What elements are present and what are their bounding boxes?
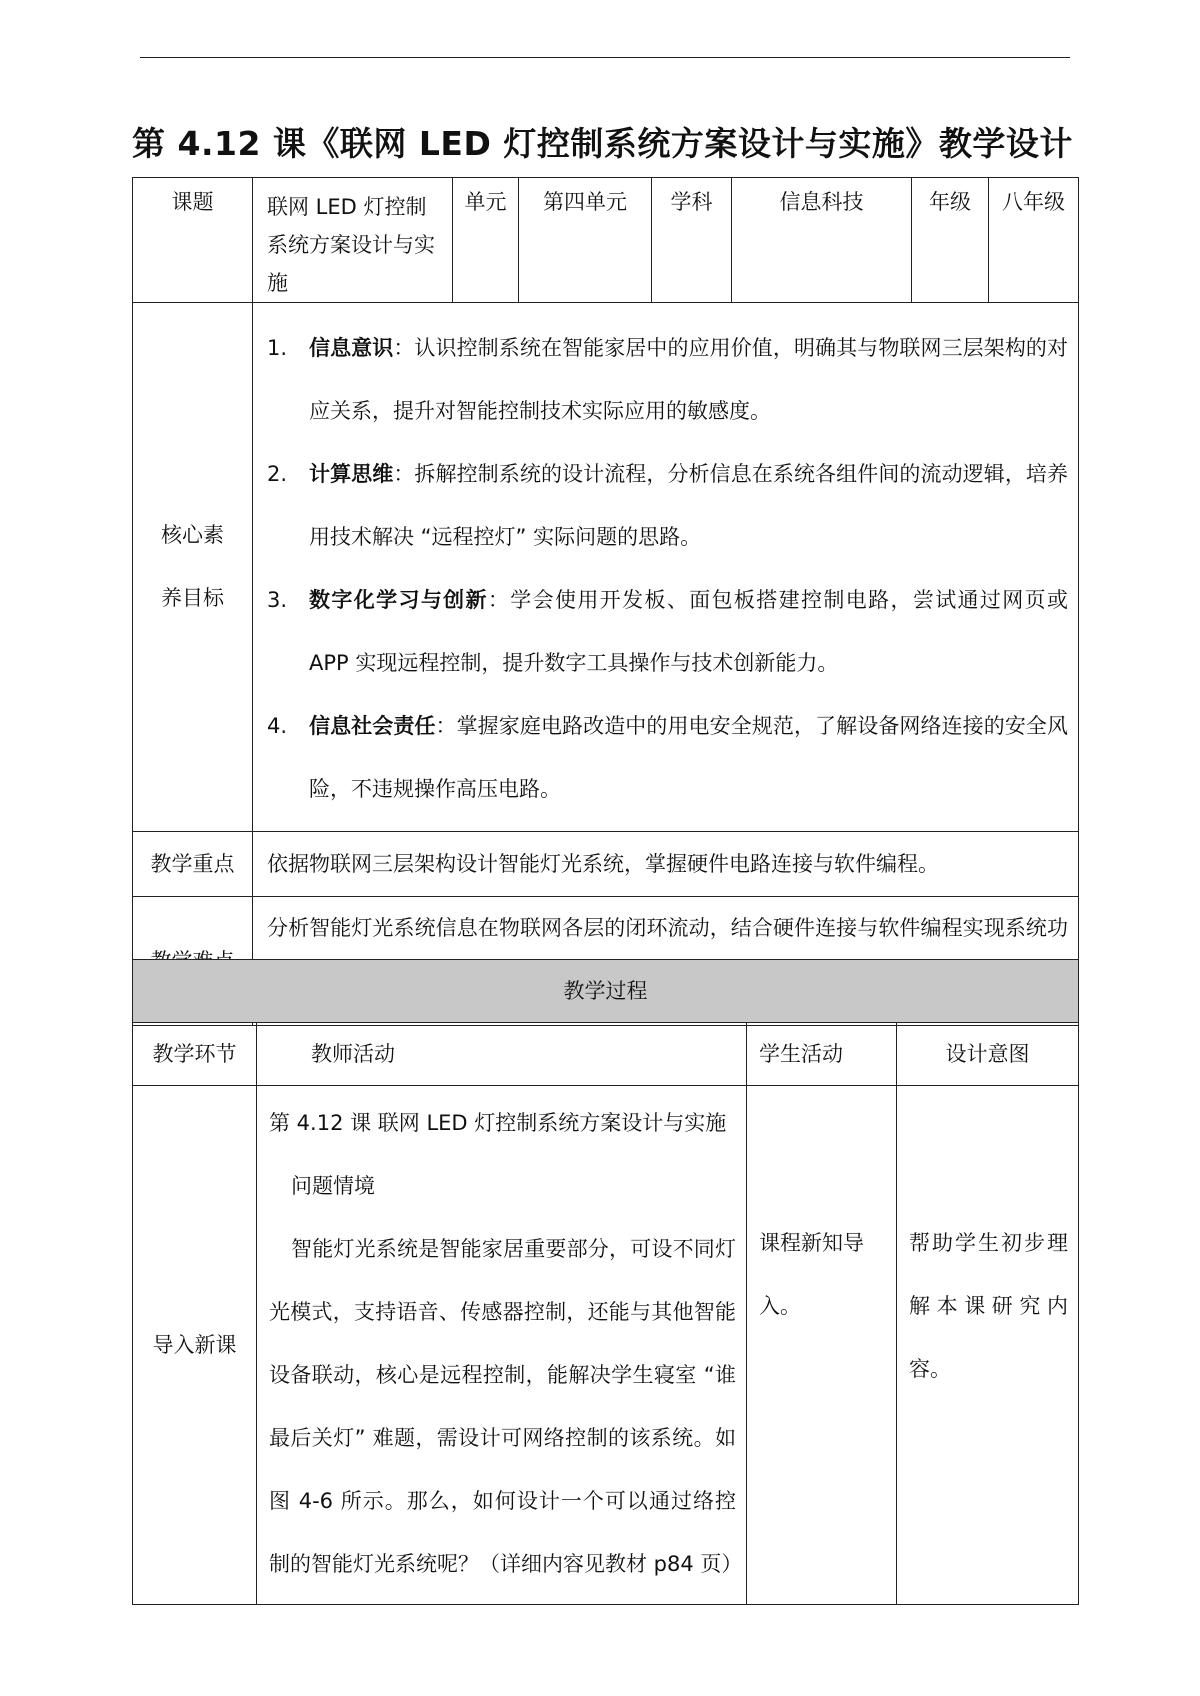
goal-title: 计算思维 [309, 462, 394, 486]
literacy-goals [253, 303, 1079, 832]
topic-label: 课题 [133, 178, 253, 303]
teacher-activity-cell [257, 1086, 747, 1605]
goal-item [267, 443, 1068, 569]
unit-value: 第四单元 [519, 178, 652, 303]
lesson-body: 智能灯光系统是智能家居重要部分，可设不同灯光模式，支持语音、传感器控制，还能与其他智能设备联动，核心是远程控制，能解决学生寝室 “谁最后关灯” 难题，需设计可网络控制的该系统。如图 4-6 所示。那么，如何设计一个可以通过络控制的智能灯光系统呢？（详细内容见教材 p84 页） [269, 1237, 743, 1576]
literacy-label [133, 303, 253, 832]
literacy-row [133, 303, 1079, 832]
document-title: 第 4.12 课《联网 LED 灯控制系统方案设计与实施》教学设计 [132, 124, 1073, 163]
lesson-subheading: 问题情境 [291, 1174, 375, 1198]
literacy-label-line2: 养目标 [161, 586, 224, 610]
literacy-label-line1: 核心素 [161, 523, 224, 547]
goal-item [267, 695, 1068, 821]
goal-text: ：掌握家庭电路改造中的用电安全规范，了解设备网络连接的安全风险，不违规操作高压电路。 [309, 714, 1068, 801]
goal-number: 1. [267, 336, 288, 360]
header-rule [140, 57, 1070, 58]
subject-value: 信息科技 [732, 178, 912, 303]
design-intent-cell: 帮助学生初步理解本课研究内容。 [897, 1086, 1079, 1605]
process-row [133, 1086, 1079, 1605]
key-point-label: 教学重点 [133, 832, 253, 897]
goal-title: 信息社会责任 [309, 714, 436, 738]
goal-item [267, 317, 1068, 443]
info-row [133, 178, 1079, 303]
difficulty-text: 分析智能灯光系统信息在物联网各层的闭环流动，结合硬件连接与软件编程实现系统功 [253, 897, 1079, 1026]
unit-label: 单元 [453, 178, 519, 303]
lesson-heading: 第 4.12 课 联网 LED 灯控制系统方案设计与实施 [269, 1111, 727, 1135]
student-header: 学生活动 [747, 1023, 897, 1086]
goal-item [267, 569, 1068, 695]
goal-title: 数字化学习与创新 [309, 588, 488, 612]
grade-label: 年级 [912, 178, 989, 303]
goal-text: ：认识控制系统在智能家居中的应用价值，明确其与物联网三层架构的对应关系，提升对智能控制技术实际应用的敏感度。 [309, 336, 1068, 423]
topic-value: 联网 LED 灯控制系统方案设计与实施 [253, 178, 453, 303]
stage-cell: 导入新课 [133, 1086, 257, 1605]
goal-number: 3. [267, 588, 288, 612]
subject-label: 学科 [652, 178, 732, 303]
process-header-row [133, 960, 1079, 1023]
teacher-header: 教师活动 [257, 1023, 747, 1086]
column-header-row [133, 1023, 1079, 1086]
key-point-row [133, 832, 1079, 897]
intent-header: 设计意图 [897, 1023, 1079, 1086]
goal-number: 4. [267, 714, 288, 738]
goal-text: ：学会使用开发板、面包板搭建控制电路，尝试通过网页或 APP 实现远程控制，提升数字工具操作与技术创新能力。 [309, 588, 1069, 675]
goal-number: 2. [267, 462, 288, 486]
stage-header: 教学环节 [133, 1023, 257, 1086]
info-table [132, 177, 1079, 1026]
goal-text: ：拆解控制系统的设计流程，分析信息在系统各组件间的流动逻辑，培养用技术解决 “远程控灯” 实际问题的思路。 [309, 462, 1068, 549]
goal-title: 信息意识 [309, 336, 394, 360]
grade-value: 八年级 [989, 178, 1079, 303]
student-activity-cell: 课程新知导入。 [747, 1086, 897, 1605]
process-title: 教学过程 [133, 960, 1079, 1023]
key-point-text: 依据物联网三层架构设计智能灯光系统，掌握硬件电路连接与软件编程。 [253, 832, 1079, 897]
process-table [132, 959, 1079, 1605]
